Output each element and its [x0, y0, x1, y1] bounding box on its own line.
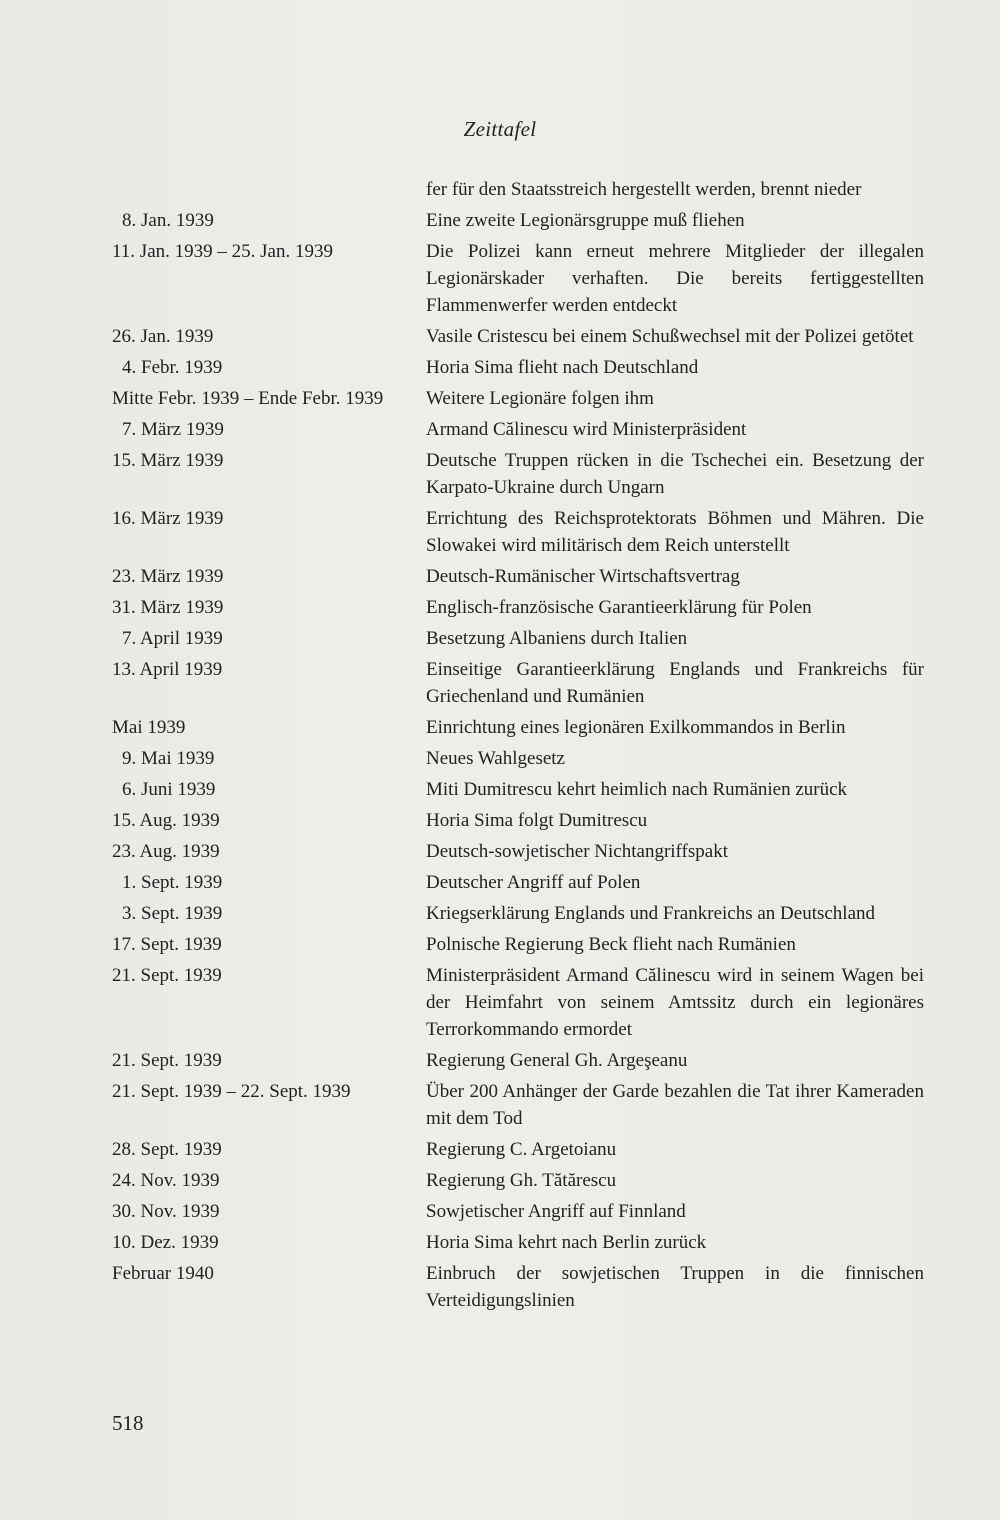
chronology-row [112, 776, 924, 803]
entry-event: Über 200 Anhänger der Garde bezahlen die Tat ihrer Kameraden mit dem Tod [426, 1081, 924, 1129]
entry-date: 8. Jan. 1939 [122, 210, 214, 231]
entry-date: 21. Sept. 1939 [112, 1050, 222, 1071]
chronology-row [112, 385, 924, 412]
entry-date: 15. Aug. 1939 [112, 810, 220, 831]
entry-date: 7. März 1939 [122, 419, 224, 440]
chronology-row [112, 207, 924, 234]
entry-event: Ministerpräsident Armand Călinescu wird in seinem Wagen bei der Heimfahrt von seinem Amtssitz durch ein legionäres Terrorkommando ermordet [426, 965, 924, 1040]
chronology-row [112, 745, 924, 772]
entry-event: Deutsch-Rumänischer Wirtschaftsvertrag [426, 566, 740, 587]
chronology-row [112, 416, 924, 443]
chronology-row [112, 900, 924, 927]
entry-event: Armand Călinescu wird Ministerpräsident [426, 419, 747, 440]
chronology-row [112, 807, 924, 834]
chronology-row [112, 1229, 924, 1256]
entry-date: 6. Juni 1939 [122, 779, 216, 800]
entry-date: 24. Nov. 1939 [112, 1170, 220, 1191]
entry-date: 23. März 1939 [112, 566, 224, 587]
entry-event: Polnische Regierung Beck flieht nach Rumänien [426, 934, 796, 955]
chronology-row [112, 962, 924, 1043]
entry-event: Miti Dumitrescu kehrt heimlich nach Rumänien zurück [426, 779, 848, 800]
entry-date: 9. Mai 1939 [122, 748, 215, 769]
entry-date: 11. Jan. 1939 – 25. Jan. 1939 [112, 241, 333, 262]
chronology-row [112, 931, 924, 958]
entry-date: 23. Aug. 1939 [112, 841, 220, 862]
entry-date: Mai 1939 [112, 717, 186, 738]
entry-event: Regierung General Gh. Argeşeanu [426, 1050, 688, 1071]
entry-date: 7. April 1939 [122, 628, 223, 649]
entry-date: 4. Febr. 1939 [122, 357, 223, 378]
entry-event: Englisch-französische Garantieerklärung für Polen [426, 597, 812, 618]
chronology-row [112, 176, 924, 203]
entry-event: Kriegserklärung Englands und Frankreichs an Deutschland [426, 903, 876, 924]
entry-date: 31. März 1939 [112, 597, 224, 618]
entry-event: fer für den Staatsstreich hergestellt werden, brennt nieder [426, 179, 862, 200]
entry-event: Eine zweite Legionärsgruppe muß fliehen [426, 210, 745, 231]
entry-date: 13. April 1939 [112, 659, 223, 680]
entry-date: 21. Sept. 1939 – 22. Sept. 1939 [112, 1081, 351, 1102]
entry-event: Horia Sima folgt Dumitrescu [426, 810, 648, 831]
entry-event: Einbruch der sowjetischen Truppen in die finnischen Verteidigungslinien [426, 1263, 924, 1311]
entry-event: Die Polizei kann erneut mehrere Mitglieder der illegalen Legionärskader verhaften. Die bereits fertiggestellten Flammenwerfer werden entdeckt [426, 241, 924, 316]
entry-event: Deutsch-sowjetischer Nichtangriffspakt [426, 841, 728, 862]
running-header: Zeittafel [463, 117, 537, 141]
chronology-row [112, 714, 924, 741]
chronology-row [112, 238, 924, 319]
chronology-row [112, 625, 924, 652]
entry-event: Horia Sima kehrt nach Berlin zurück [426, 1232, 707, 1253]
chronology-row [112, 505, 924, 559]
entry-date: 17. Sept. 1939 [112, 934, 222, 955]
entry-event: Regierung C. Argetoianu [426, 1139, 617, 1160]
chronology-row [112, 869, 924, 896]
entry-date: Mitte Febr. 1939 – Ende Febr. 1939 [112, 388, 384, 409]
chronology-row [112, 563, 924, 590]
entry-event: Regierung Gh. Tătărescu [426, 1170, 617, 1191]
chronology-row [112, 1047, 924, 1074]
entry-date: 1. Sept. 1939 [122, 872, 223, 893]
page-number: 518 [112, 1411, 144, 1435]
chronology-row [112, 1167, 924, 1194]
entry-event: Besetzung Albaniens durch Italien [426, 628, 688, 649]
entry-event: Horia Sima flieht nach Deutschland [426, 357, 699, 378]
chronology-row [112, 323, 924, 350]
chronology-row [112, 354, 924, 381]
chronology-row [112, 1078, 924, 1132]
entry-event: Einseitige Garantieerklärung Englands und Frankreichs für Griechenland und Rumänien [426, 659, 924, 707]
chronology-row [112, 1198, 924, 1225]
entry-date [112, 176, 426, 203]
entry-date: 28. Sept. 1939 [112, 1139, 222, 1160]
chronology-row [112, 838, 924, 865]
chronology-row [112, 1136, 924, 1163]
chronology-table [112, 176, 924, 1318]
entry-date: Februar 1940 [112, 1263, 214, 1284]
entry-date: 10. Dez. 1939 [112, 1232, 219, 1253]
entry-event: Errichtung des Reichsprotektorats Böhmen und Mähren. Die Slowakei wird militärisch dem Reich unterstellt [426, 508, 924, 556]
entry-date: 3. Sept. 1939 [122, 903, 223, 924]
entry-event: Neues Wahlgesetz [426, 748, 565, 769]
entry-date: 26. Jan. 1939 [112, 326, 214, 347]
chronology-row [112, 594, 924, 621]
entry-date: 15. März 1939 [112, 450, 224, 471]
entry-date: 30. Nov. 1939 [112, 1201, 220, 1222]
entry-date: 16. März 1939 [112, 508, 224, 529]
entry-event: Deutscher Angriff auf Polen [426, 872, 641, 893]
chronology-row [112, 1260, 924, 1314]
entry-event: Deutsche Truppen rücken in die Tschechei ein. Besetzung der Karpato-Ukraine durch Ungarn [426, 450, 924, 498]
chronology-row [112, 447, 924, 501]
entry-event: Weitere Legionäre folgen ihm [426, 388, 654, 409]
entry-event: Vasile Cristescu bei einem Schußwechsel mit der Polizei getötet [426, 326, 914, 347]
entry-date: 21. Sept. 1939 [112, 965, 222, 986]
chronology-row [112, 656, 924, 710]
entry-event: Sowjetischer Angriff auf Finnland [426, 1201, 686, 1222]
entry-event: Einrichtung eines legionären Exilkommandos in Berlin [426, 717, 846, 738]
